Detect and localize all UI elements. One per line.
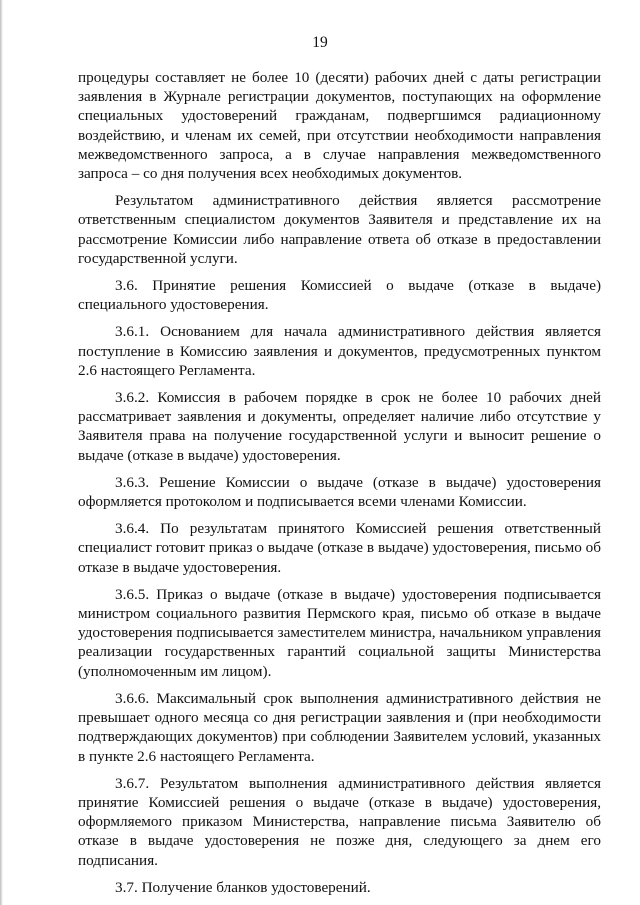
section-heading-3-7: 3.7. Получение бланков удостоверений. [115,878,371,896]
page-number: 19 [312,34,328,51]
paragraph-3-6-1: 3.6.1. Основанием для начала административного действия является поступление в Комиссию заявления и документов, предусмотренных пунктом 2.6 настоящего Регламента. [78,323,601,379]
paragraph-3-6-6: 3.6.6. Максимальный срок выполнения административного действия не превышает одного месяца со дня регистрации заявления и (при необходимости подтверждающих документов) при соблюдении Заявителем условий, указанных в пункте 2.6 настоящего Регламента. [78,689,601,765]
paragraph-procedure-term: процедуры составляет не более 10 (десяти) рабочих дней с даты регистрации заявления в Журнале регистрации документов, поступающих на оформление специальных удостоверений гражданам, подвергшимся радиационному воздействию, и членам их семей, при отсутствии необходимости направления межведомственного запроса, а в случае направления межведомственного запроса – со дня получения всех необходимых документов. [78,69,601,183]
paragraph-3-6-2: 3.6.2. Комиссия в рабочем порядке в срок не более 10 рабочих дней рассматривает заявления и документы, определяет наличие либо отсутствие у Заявителя права на получение государственной услуги и выносит решение о выдаче (отказе в выдаче) удостоверения. [78,389,601,464]
paragraph-3-6-3: 3.6.3. Решение Комиссии о выдаче (отказе в выдаче) удостоверения оформляется протоколом и подписывается всеми членами Комиссии. [78,473,601,511]
document-body [78,68,601,897]
paragraph-action-result: Результатом административного действия является рассмотрение ответственным специалистом документов Заявителя и представление их на рассмотрение Комиссии либо направление ответа об отказе в предоставлении государственной услуги. [78,192,601,267]
scan-edge-shadow [0,0,3,905]
paragraph-3-6-4: 3.6.4. По результатам принятого Комиссией решения ответственный специалист готовит приказ о выдаче (отказе в выдаче) удостоверения, письмо об отказе в выдаче удостоверения. [78,520,601,576]
paragraph-3-6-7: 3.6.7. Результатом выполнения административного действия является принятие Комиссией решения о выдаче (отказе в выдаче) удостоверения, оформляемого приказом Министерства, направление письма Заявителю об отказе в выдаче удостоверения не позже дня, следующего за днем его подписания. [78,774,601,869]
section-heading-3-6: 3.6. Принятие решения Комиссией о выдаче (отказе в выдаче) специального удостоверения. [78,277,601,314]
paragraph-3-6-5: 3.6.5. Приказ о выдаче (отказе в выдаче) удостоверения подписывается министром социального развития Пермского края, письмо об отказе в выдаче удостоверения подписывается заместителем министра, начальником управления реализации государственных гарантий социальной защиты Министерства (уполномоченным им лицом). [78,585,601,680]
